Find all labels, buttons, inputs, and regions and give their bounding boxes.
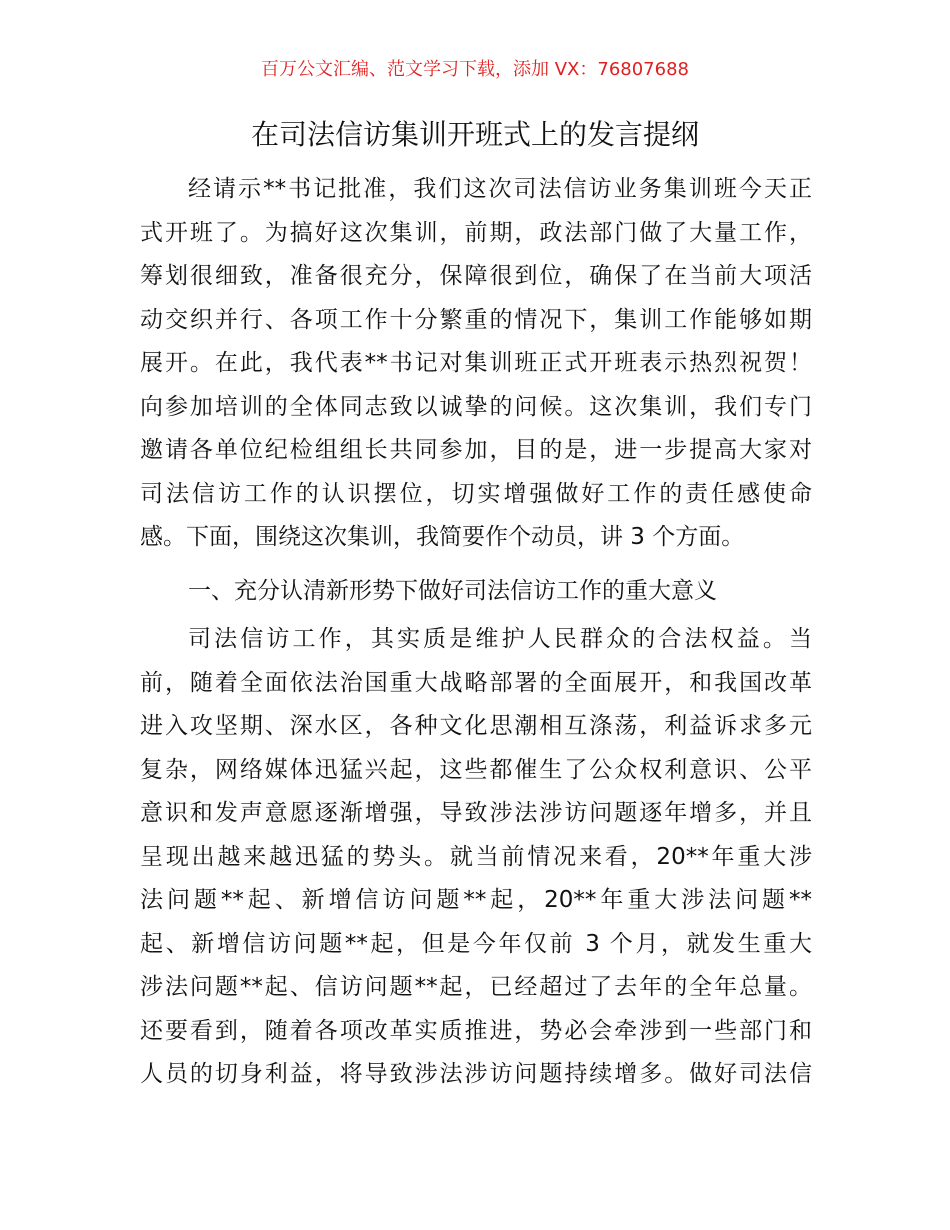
text-line: 司法信访工作的认识摆位，切实增强做好工作的责任感使命 [140, 480, 812, 507]
text-line: 法问题**起、新增信访问题**起，20**年重大涉法问题** [140, 887, 812, 913]
text-line: 呈现出越来越迅猛的势头。就当前情况来看，20**年重大涉 [140, 843, 812, 870]
text-line: 向参加培训的全体同志致以诚挚的问候。这次集训，我们专门 [140, 393, 812, 420]
text-line: 复杂，网络媒体迅猛兴起，这些都催生了公众权利意识、公平 [140, 756, 812, 783]
text-line: 邀请各单位纪检组组长共同参加，目的是，进一步提高大家对 [140, 437, 812, 463]
document-title: 在司法信访集训开班式上的发言提纲 [250, 118, 699, 151]
text-line: 筹划很细致，准备很充分，保障很到位，确保了在当前大项活 [140, 263, 812, 289]
paragraph-2 [140, 618, 812, 1097]
text-line: 感。下面，围绕这次集训，我简要作个动员，讲 3 个方面。 [140, 524, 745, 550]
text-line: 涉法问题**起、信访问题**起，已经超过了去年的全年总量。 [140, 974, 812, 1000]
text-line: 式开班了。为搞好这次集训，前期，政法部门做了大量工作， [140, 219, 812, 246]
text-line: 还要看到，随着各项改革实质推进，势必会牵涉到一些部门和 [140, 1017, 812, 1044]
text-line: 进入攻坚期、深水区，各种文化思潮相互涤荡，利益诉求多元 [140, 713, 812, 739]
paragraph-1 [140, 168, 812, 560]
text-line: 经请示**书记批准，我们这次司法信访业务集训班今天正 [188, 176, 812, 202]
text-line: 意识和发声意愿逐渐增强，导致涉法涉访问题逐年增多，并且 [140, 800, 812, 826]
text-line: 人员的切身利益，将导致涉法涉访问题持续增多。做好司法信 [140, 1061, 812, 1087]
text-line: 展开。在此，我代表**书记对集训班正式开班表示热烈祝贺！ [140, 350, 812, 376]
text-line: 司法信访工作，其实质是维护人民群众的合法权益。当 [188, 626, 812, 652]
text-line: 动交织并行、各项工作十分繁重的情况下，集训工作能够如期 [140, 306, 812, 333]
section-heading-1 [140, 570, 812, 614]
text-line: 前，随着全面依法治国重大战略部署的全面展开，和我国改革 [140, 669, 812, 696]
text-line: 起、新增信访问题**起，但是今年仅前 3 个月，就发生重大 [140, 930, 812, 957]
watermark-header: 百万公文汇编、范文学习下载，添加 VX：76807688 [261, 59, 689, 80]
heading-text: 一、充分认清新形势下做好司法信访工作的重大意义 [188, 578, 717, 604]
